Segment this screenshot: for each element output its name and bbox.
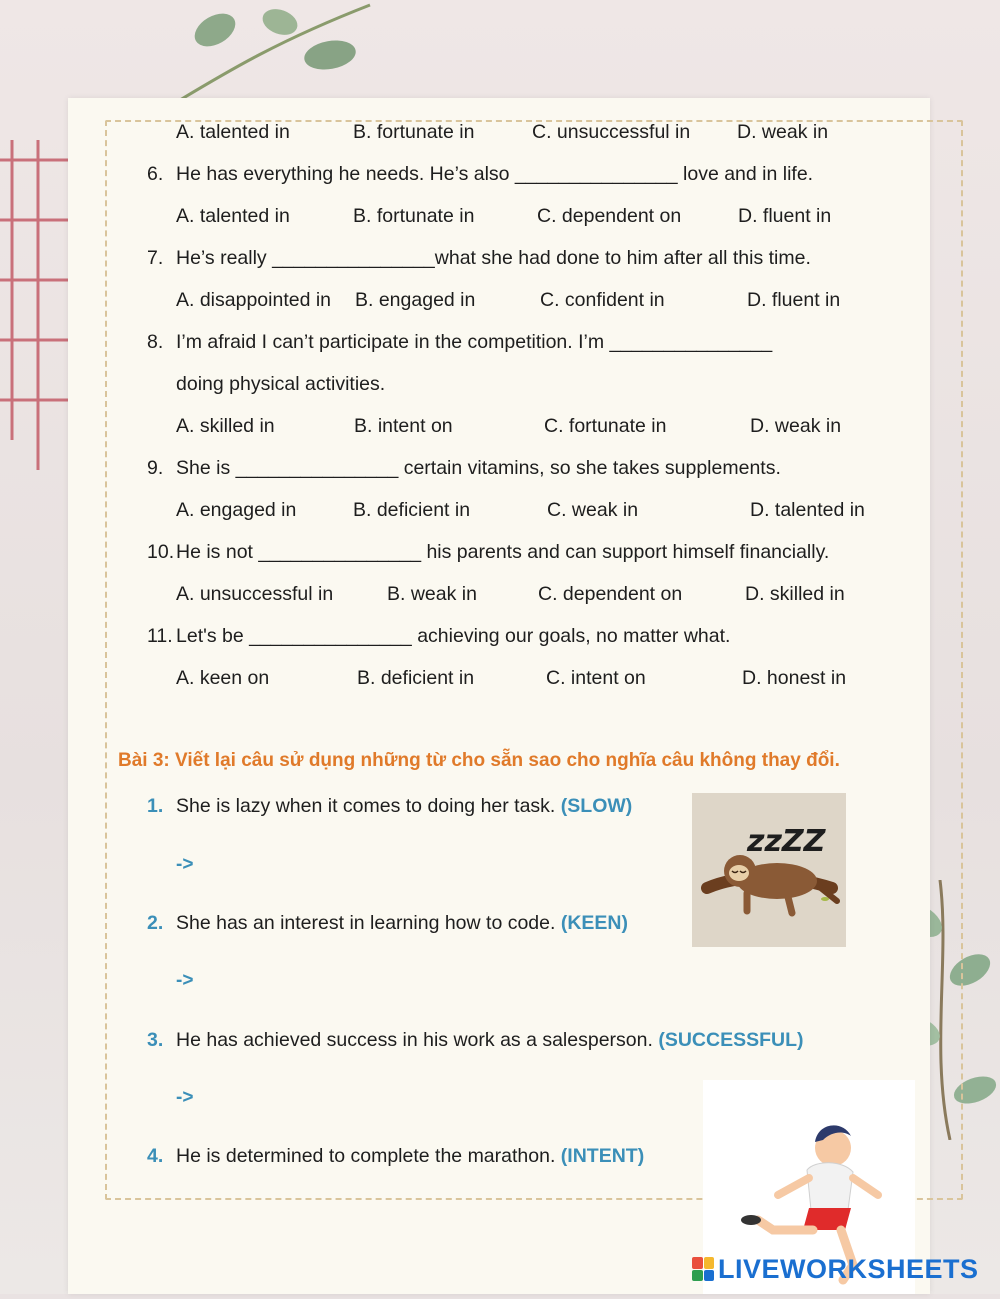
answer-arrow[interactable]: -> [176, 970, 194, 991]
rewrite-keyword: (KEEN) [560, 912, 629, 934]
rewrite-keyword: (INTENT) [560, 1145, 645, 1167]
badge-square [692, 1257, 703, 1269]
sleep-zzz: zzZZ [747, 824, 826, 859]
rewrite-number: 4. [147, 1145, 164, 1167]
badge-square [704, 1257, 715, 1269]
question-text-continued: doing physical activities. [176, 373, 386, 395]
option[interactable]: D. fluent in [747, 289, 841, 311]
option[interactable]: B. weak in [387, 583, 477, 605]
option[interactable]: D. weak in [750, 415, 842, 437]
rewrite-text: She has an interest in learning how to code. (KEEN) [176, 912, 629, 934]
option[interactable]: D. honest in [742, 667, 847, 689]
option[interactable]: B. deficient in [353, 499, 471, 521]
option[interactable]: B. intent on [354, 415, 453, 437]
question-text: She is _______________ certain vitamins, so she takes supplements. [176, 457, 781, 479]
rewrite-number: 2. [147, 912, 164, 934]
option[interactable]: B. deficient in [357, 667, 475, 689]
question-number: 9. [147, 457, 164, 479]
sloth-illustration [692, 793, 846, 947]
question-number: 6. [147, 163, 164, 185]
logo-text: LIVEWORKSHEETS [718, 1253, 979, 1284]
option[interactable]: A. disappointed in [176, 289, 332, 311]
question-text: He has everything he needs. He’s also _______________ love and in life. [176, 163, 814, 185]
option[interactable]: D. fluent in [738, 205, 832, 227]
option[interactable]: C. confident in [540, 289, 665, 311]
option[interactable]: D. skilled in [745, 583, 845, 605]
question-number: 10. [147, 541, 175, 563]
sloth-image [692, 793, 846, 947]
option[interactable]: A. unsuccessful in [176, 583, 334, 605]
question-text: He’s really _______________what she had done to him after all this time. [176, 247, 811, 269]
option[interactable]: A. keen on [176, 667, 270, 689]
liveworksheets-logo[interactable] [692, 1252, 979, 1286]
option[interactable]: C. unsuccessful in [532, 121, 691, 143]
logo-badge-icon [692, 1257, 714, 1281]
rewrite-keyword: (SLOW) [560, 795, 633, 817]
option[interactable]: A. talented in [176, 205, 290, 227]
badge-square [692, 1270, 703, 1282]
badge-square [704, 1270, 715, 1282]
answer-arrow[interactable]: -> [176, 1087, 194, 1108]
option[interactable]: A. engaged in [176, 499, 297, 521]
option[interactable]: A. skilled in [176, 415, 275, 437]
question-text: He is not _______________ his parents and can support himself financially. [176, 541, 830, 563]
option[interactable]: C. fortunate in [544, 415, 667, 437]
question-number: 8. [147, 331, 164, 353]
question-text: Let's be _______________ achieving our goals, no matter what. [176, 625, 731, 647]
rewrite-keyword: (SUCCESSFUL) [658, 1029, 804, 1051]
question-number: 11. [147, 625, 173, 647]
rewrite-text: He is determined to complete the marathon. (INTENT) [176, 1145, 645, 1167]
option[interactable]: B. engaged in [355, 289, 476, 311]
rewrite-number: 3. [147, 1029, 164, 1051]
answer-arrow[interactable]: -> [176, 854, 194, 875]
question-number: 7. [147, 247, 164, 269]
section-3-heading: Bài 3: Viết lại câu sử dụng những từ cho sẵn sao cho nghĩa câu không thay đổi. [118, 750, 840, 771]
option[interactable]: A. talented in [176, 121, 290, 143]
option[interactable]: D. talented in [750, 499, 865, 521]
question-text: I’m afraid I can’t participate in the competition. I’m _______________ [176, 331, 773, 353]
option[interactable]: C. weak in [547, 499, 639, 521]
rewrite-text: He has achieved success in his work as a salesperson. (SUCCESSFUL) [176, 1029, 804, 1051]
option[interactable]: B. fortunate in [353, 205, 475, 227]
option[interactable]: D. weak in [737, 121, 829, 143]
option[interactable]: C. dependent on [537, 205, 682, 227]
leaf-decoration-top [170, 0, 390, 100]
rewrite-text: She is lazy when it comes to doing her task. (SLOW) [176, 795, 633, 817]
option[interactable]: B. fortunate in [353, 121, 475, 143]
option[interactable]: C. dependent on [538, 583, 683, 605]
rewrite-number: 1. [147, 795, 164, 817]
option[interactable]: C. intent on [546, 667, 646, 689]
